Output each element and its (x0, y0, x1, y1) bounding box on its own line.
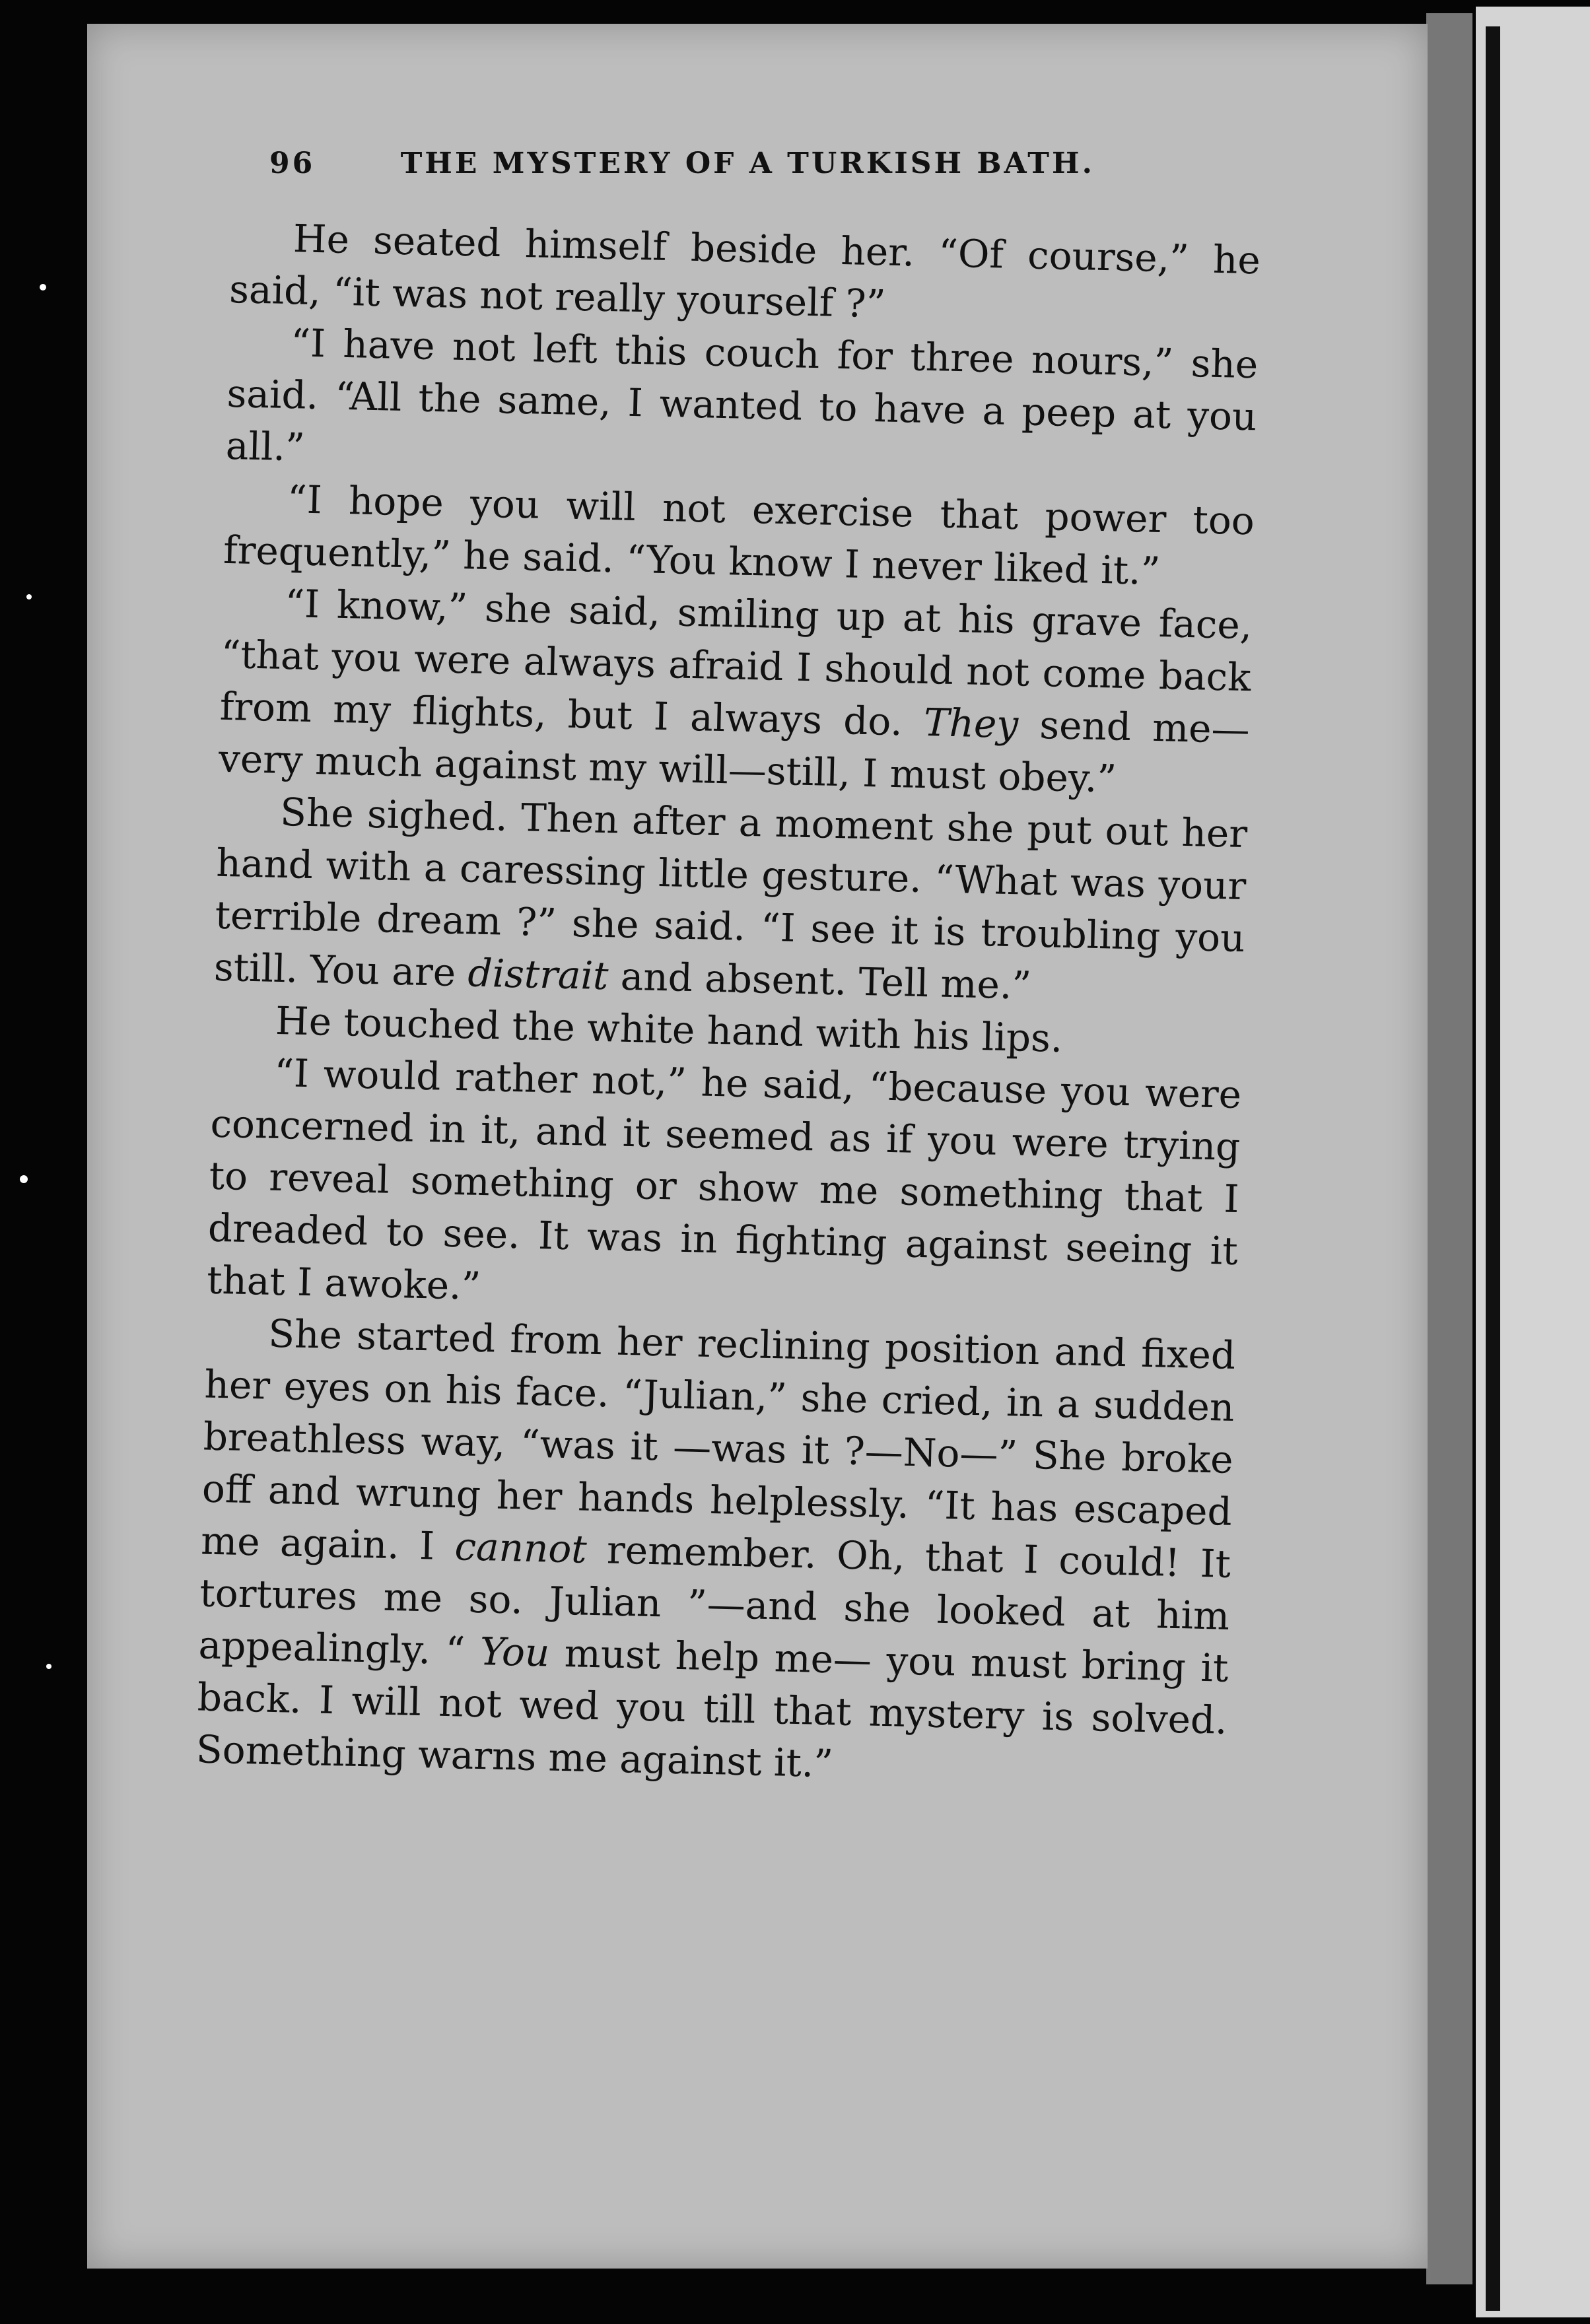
italic-text: You (479, 1629, 551, 1676)
scan-speck (20, 1175, 28, 1183)
paragraph (213, 785, 1248, 1017)
text-segment: He touched the white hand with his lips. (275, 998, 1064, 1061)
text-segment: must help me— you must bring it back. I will not wed you till that mystery is solved. Something warns me against it.” (195, 1630, 1229, 1787)
text-segment: “I have not left this couch for three nours,” she said. “All the same, I wanted to have a peep at you all.” (225, 320, 1259, 470)
paragraph (225, 316, 1259, 495)
paragraph (206, 1046, 1242, 1330)
page-edge (1426, 13, 1472, 2284)
scan-speck (26, 594, 32, 599)
scan-speck (46, 1664, 52, 1669)
text-segment: er (683, 798, 726, 845)
running-title: THE MYSTERY OF A TURKISH BATH. (400, 147, 1095, 180)
text-segment: “I would rather not,” he said, “because you were concerned in it, and it seemed as if you were trying to reveal something or show me something that I dreaded to see. It was in fighting against seeing it that I awoke.” (206, 1050, 1242, 1309)
paragraph (218, 576, 1253, 808)
scan-speck (40, 284, 46, 290)
page-number: 96 (269, 147, 316, 180)
text-segment: remember. Oh, that I could! It tortures me so. Julian ”—and she looked at him appealingly. “ (197, 1526, 1231, 1674)
italic-text: distrait (467, 950, 609, 999)
body-text (195, 211, 1261, 1799)
text-segment: send me—very much against my will—still, I must obey.” (218, 702, 1251, 802)
text-segment: She sighed. Then aft (279, 789, 685, 844)
gutter-shadow (1486, 26, 1500, 2311)
text-segment: and absent. Tell me.” (607, 953, 1032, 1008)
italic-text: They (923, 700, 1019, 747)
text-segment: “I know,” she said, smiling up at his grave face, “that you were always afraid I should not come back from my flights, but I always do. (219, 581, 1253, 745)
paragraph (195, 1307, 1236, 1799)
text-segment: She started from her reclining position and fixed her eyes on his face. “Julian,” she cried, in a sudden breathless way, “was it —was it ?—No—” She broke off and wrung her hands helplessly. “It has escaped me again. I (200, 1311, 1236, 1569)
text-segment: a moment she put out her hand with a caressing little gesture. “What was your terrible dream ?” she said. “I see it is troubling you still. You are (213, 800, 1248, 996)
text-segment: “I hope you will not exercise that power too frequently,” he said. “You know I never liked it.” (223, 477, 1255, 594)
text-segment: He seated himself beside her. “Of course,” he said, “it was not really yourself ?” (228, 216, 1261, 327)
running-head (269, 147, 1128, 193)
italic-text: cannot (454, 1524, 588, 1572)
